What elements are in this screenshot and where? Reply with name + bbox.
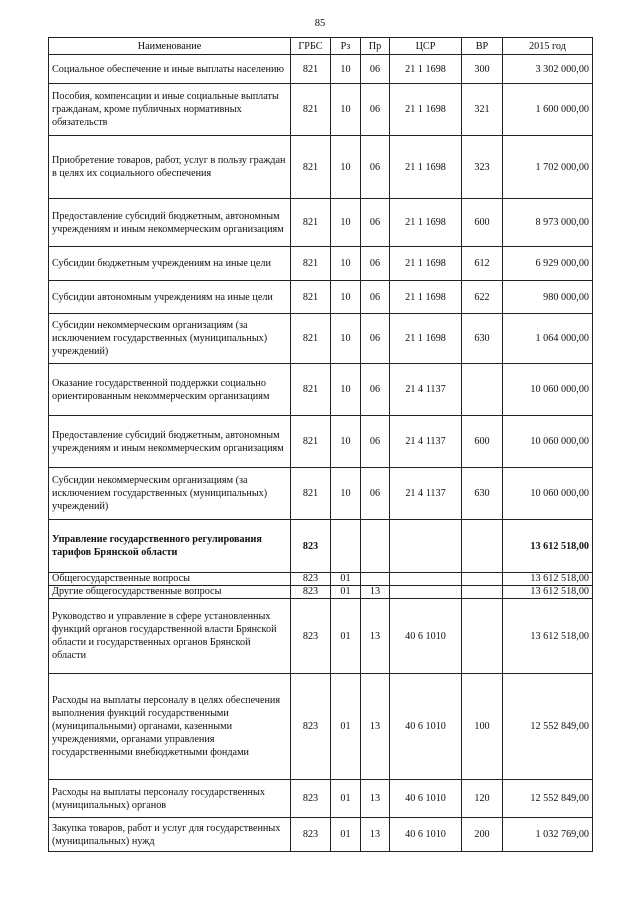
row-rz: 01 <box>331 818 361 852</box>
row-csr: 40 6 1010 <box>390 674 462 780</box>
row-csr: 21 4 1137 <box>390 468 462 520</box>
header-vr: ВР <box>462 38 503 55</box>
row-grbs: 821 <box>291 199 331 247</box>
table-row <box>49 55 593 84</box>
table-row <box>49 364 593 416</box>
row-csr: 21 4 1137 <box>390 364 462 416</box>
row-name: Социальное обеспечение и иные выплаты населению <box>49 55 291 84</box>
row-grbs: 821 <box>291 136 331 199</box>
row-name: Субсидии некоммерческим организациям (за исключением государственных (муниципальных) учреждений) <box>49 468 291 520</box>
row-amount: 8 973 000,00 <box>503 199 593 247</box>
row-vr <box>462 364 503 416</box>
row-grbs: 821 <box>291 84 331 136</box>
row-pr: 06 <box>361 247 390 281</box>
row-amount: 12 552 849,00 <box>503 674 593 780</box>
table-row <box>49 84 593 136</box>
row-csr: 21 4 1137 <box>390 416 462 468</box>
row-amount: 1 600 000,00 <box>503 84 593 136</box>
row-csr: 21 1 1698 <box>390 84 462 136</box>
row-amount: 1 032 769,00 <box>503 818 593 852</box>
table-row <box>49 247 593 281</box>
row-amount: 3 302 000,00 <box>503 55 593 84</box>
row-pr: 06 <box>361 199 390 247</box>
row-amount: 6 929 000,00 <box>503 247 593 281</box>
row-csr <box>390 520 462 573</box>
row-rz: 01 <box>331 599 361 674</box>
row-grbs: 823 <box>291 780 331 818</box>
row-pr: 13 <box>361 780 390 818</box>
row-grbs: 821 <box>291 364 331 416</box>
row-name: Другие общегосударственные вопросы <box>49 586 291 599</box>
row-grbs: 823 <box>291 818 331 852</box>
row-grbs: 823 <box>291 573 331 586</box>
row-grbs: 823 <box>291 586 331 599</box>
row-amount: 13 612 518,00 <box>503 599 593 674</box>
row-vr: 321 <box>462 84 503 136</box>
table-header-row <box>49 38 593 55</box>
row-vr: 200 <box>462 818 503 852</box>
row-pr: 06 <box>361 364 390 416</box>
row-amount: 10 060 000,00 <box>503 364 593 416</box>
table-row <box>49 281 593 314</box>
row-csr: 21 1 1698 <box>390 314 462 364</box>
row-pr <box>361 520 390 573</box>
row-name: Субсидии некоммерческим организациям (за исключением государственных (муниципальных) учреждений) <box>49 314 291 364</box>
row-pr: 13 <box>361 586 390 599</box>
row-pr: 06 <box>361 84 390 136</box>
row-rz: 10 <box>331 55 361 84</box>
row-csr <box>390 573 462 586</box>
row-csr: 21 1 1698 <box>390 55 462 84</box>
row-grbs: 821 <box>291 314 331 364</box>
header-grbs: ГРБС <box>291 38 331 55</box>
row-csr: 40 6 1010 <box>390 818 462 852</box>
header-name: Наименование <box>49 38 291 55</box>
row-amount: 10 060 000,00 <box>503 416 593 468</box>
row-csr: 40 6 1010 <box>390 780 462 818</box>
row-rz: 10 <box>331 199 361 247</box>
header-rz: Рз <box>331 38 361 55</box>
row-vr: 630 <box>462 468 503 520</box>
row-rz: 10 <box>331 84 361 136</box>
row-pr: 13 <box>361 818 390 852</box>
row-csr <box>390 586 462 599</box>
table-row <box>49 199 593 247</box>
row-amount: 13 612 518,00 <box>503 520 593 573</box>
page-number: 85 <box>314 18 326 29</box>
row-amount: 13 612 518,00 <box>503 573 593 586</box>
header-csr: ЦСР <box>390 38 462 55</box>
table-row <box>49 674 593 780</box>
row-pr: 06 <box>361 281 390 314</box>
row-grbs: 823 <box>291 599 331 674</box>
row-grbs: 821 <box>291 247 331 281</box>
row-name: Пособия, компенсации и иные социальные выплаты гражданам, кроме публичных нормативных обязательств <box>49 84 291 136</box>
row-vr <box>462 573 503 586</box>
row-rz: 10 <box>331 364 361 416</box>
header-year: 2015 год <box>503 38 593 55</box>
row-grbs: 821 <box>291 281 331 314</box>
row-grbs: 823 <box>291 520 331 573</box>
row-vr: 600 <box>462 199 503 247</box>
row-csr: 40 6 1010 <box>390 599 462 674</box>
row-rz: 10 <box>331 416 361 468</box>
row-csr: 21 1 1698 <box>390 281 462 314</box>
row-grbs: 823 <box>291 674 331 780</box>
row-rz: 01 <box>331 586 361 599</box>
row-name: Расходы на выплаты персоналу в целях обеспечения выполнения функций государственными (муниципальными) органами, казенными учреждениями, органами управления государственными внебюджетными фондами <box>49 674 291 780</box>
table-row <box>49 314 593 364</box>
row-pr: 06 <box>361 468 390 520</box>
row-amount: 13 612 518,00 <box>503 586 593 599</box>
row-name: Руководство и управление в сфере установленных функций органов государственной власти Брянской области и государственных органов Брянской области <box>49 599 291 674</box>
row-name: Предоставление субсидий бюджетным, автономным учреждениям и иным некоммерческим организациям <box>49 199 291 247</box>
row-vr: 612 <box>462 247 503 281</box>
table-row <box>49 818 593 852</box>
row-rz: 01 <box>331 780 361 818</box>
row-csr: 21 1 1698 <box>390 247 462 281</box>
row-vr: 622 <box>462 281 503 314</box>
row-amount: 1 064 000,00 <box>503 314 593 364</box>
table-row <box>49 416 593 468</box>
row-vr: 100 <box>462 674 503 780</box>
row-rz: 10 <box>331 136 361 199</box>
row-rz: 10 <box>331 468 361 520</box>
row-amount: 980 000,00 <box>503 281 593 314</box>
row-vr <box>462 520 503 573</box>
row-vr: 630 <box>462 314 503 364</box>
row-name: Общегосударственные вопросы <box>49 573 291 586</box>
row-vr: 120 <box>462 780 503 818</box>
table-row <box>49 599 593 674</box>
table-row <box>49 780 593 818</box>
row-name: Управление государственного регулирования тарифов Брянской области <box>49 520 291 573</box>
row-pr <box>361 573 390 586</box>
row-name: Субсидии бюджетным учреждениям на иные цели <box>49 247 291 281</box>
table-row <box>49 573 593 586</box>
row-vr: 323 <box>462 136 503 199</box>
row-vr: 300 <box>462 55 503 84</box>
row-csr: 21 1 1698 <box>390 136 462 199</box>
row-name: Предоставление субсидий бюджетным, автономным учреждениям и иным некоммерческим организациям <box>49 416 291 468</box>
budget-table <box>48 37 593 852</box>
row-name: Субсидии автономным учреждениям на иные цели <box>49 281 291 314</box>
row-amount: 12 552 849,00 <box>503 780 593 818</box>
table-row <box>49 468 593 520</box>
row-name: Приобретение товаров, работ, услуг в пользу граждан в целях их социального обеспечения <box>49 136 291 199</box>
row-rz: 01 <box>331 573 361 586</box>
row-rz: 01 <box>331 674 361 780</box>
row-rz: 10 <box>331 281 361 314</box>
row-vr <box>462 586 503 599</box>
table-row <box>49 586 593 599</box>
row-pr: 06 <box>361 136 390 199</box>
row-pr: 06 <box>361 314 390 364</box>
header-pr: Пр <box>361 38 390 55</box>
row-name: Расходы на выплаты персоналу государственных (муниципальных) органов <box>49 780 291 818</box>
row-name: Закупка товаров, работ и услуг для государственных (муниципальных) нужд <box>49 818 291 852</box>
row-pr: 06 <box>361 55 390 84</box>
row-pr: 13 <box>361 674 390 780</box>
row-pr: 06 <box>361 416 390 468</box>
row-rz <box>331 520 361 573</box>
row-csr: 21 1 1698 <box>390 199 462 247</box>
row-rz: 10 <box>331 247 361 281</box>
row-vr: 600 <box>462 416 503 468</box>
row-rz: 10 <box>331 314 361 364</box>
row-grbs: 821 <box>291 416 331 468</box>
row-grbs: 821 <box>291 55 331 84</box>
row-name: Оказание государственной поддержки социально ориентированным некоммерческим организациям <box>49 364 291 416</box>
row-pr: 13 <box>361 599 390 674</box>
row-amount: 1 702 000,00 <box>503 136 593 199</box>
row-amount: 10 060 000,00 <box>503 468 593 520</box>
row-grbs: 821 <box>291 468 331 520</box>
table-row <box>49 136 593 199</box>
row-vr <box>462 599 503 674</box>
table-row <box>49 520 593 573</box>
